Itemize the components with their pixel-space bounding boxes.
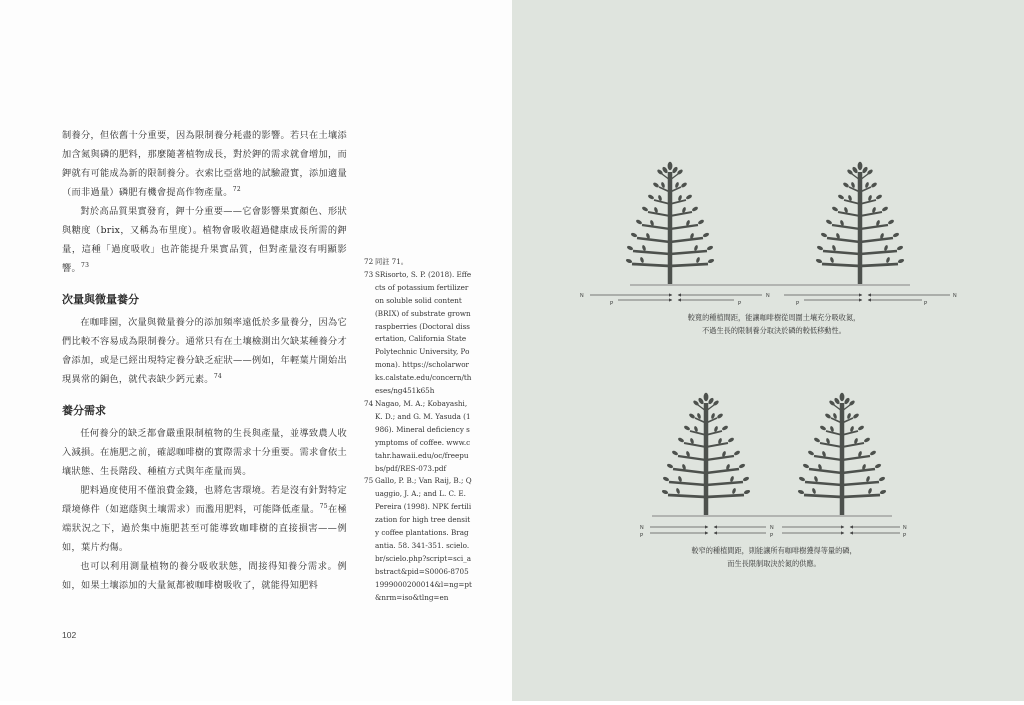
- caption-line: 而生長限制取決於氮的供應。: [727, 559, 821, 568]
- nitrogen-label: N: [580, 293, 584, 299]
- footnote: 75 Gallo, P. B.; Van Raij, B.; Quaggio, J. A.; and L. C. E. Pereira (1998). NPK fertilization for high tree density coffee plantations. Bragantia. 58. 341-351. scielo.br/scielo.php?script=sci_abstract&pid=S0006-87051999000200014&l=ng=pt&nrm=iso&tlng=en: [364, 476, 472, 602]
- nitrogen-label: N: [766, 293, 770, 299]
- footnotes: [364, 256, 472, 604]
- phosphorus-label: P: [610, 301, 614, 307]
- footnote: 72 同註 71。: [364, 257, 408, 266]
- paragraph: 對於高品質果實發育，鉀十分重要——它會影響果實顏色、形狀與糖度（brix，又稱為布里度）。植物會吸收超過健康成長所需的鉀量，這種「過度吸收」也許能提升果實品質，但對產量沒有明顯影響。$^{73}$: [62, 206, 347, 274]
- main-text-column: [62, 126, 347, 595]
- phosphorus-label: P: [903, 533, 907, 539]
- illustration: [512, 0, 1024, 701]
- left-page: [0, 0, 512, 701]
- phosphorus-label: P: [738, 301, 742, 307]
- page-background: [512, 0, 1024, 701]
- caption-line: 較窄的種植間距，則能讓所有咖啡樹獲得等量的磷，: [691, 546, 857, 555]
- phosphorus-label: P: [770, 533, 774, 539]
- caption-line: 較寬的種植間距，能讓咖啡樹從周圍土壤充分吸收氮，: [687, 313, 861, 322]
- footnote: 73 SRisorto, S. P. (2018). Effects of potassium fertilizer on soluble solid content (BRIX) of substrate grown raspberries (Doctoral dissertation, California State Polytechnic University, Pomona). https://scholarworks.calstate.edu/concern/theses/ng451k65h: [364, 269, 472, 396]
- phosphorus-label: P: [640, 533, 644, 539]
- phosphorus-label: P: [796, 301, 800, 307]
- paragraph: 制養分，但依舊十分重要，因為限制養分耗盡的影響。若只在土壤添加含氮與磷的肥料，那麼隨著植物成長，對於鉀的需求就會增加，而鉀就有可能成為新的限制養分。衣索比亞當地的試驗證實，添加適量（而非過量）磷肥有機會提高作物產量。$^{72}$: [62, 130, 347, 198]
- right-page: [512, 0, 1024, 701]
- section-heading: 次量與微量養分: [62, 293, 139, 306]
- figure-caption: [654, 544, 894, 570]
- footnote: 74 Nagao, M. A.; Kobayashi, K. D.; and G. M. Yasuda (1986). Mineral deficiency symptoms of coffee. www.ctahr.hawaii.edu/oc/freepubs/pdf/RES-073.pdf: [364, 398, 471, 473]
- nitrogen-label: N: [770, 525, 774, 531]
- nitrogen-label: N: [640, 525, 644, 531]
- caption-line: 不過生長的限制養分取決於磷的較低移動性。: [702, 326, 846, 335]
- figure-caption: [654, 311, 894, 337]
- phosphorus-label: P: [924, 301, 928, 307]
- paragraph: 肥料過度使用不僅浪費金錢，也將危害環境。若是沒有針對特定環境條件（如遮蔭與土壤需求）而濫用肥料，可能降低產量。$^{75}$在極端狀況之下，過於集中施肥甚至可能導致咖啡樹的直接損害——例如，葉片灼傷。: [62, 485, 347, 553]
- page-number: 102: [62, 630, 77, 640]
- nitrogen-label: N: [953, 293, 957, 299]
- paragraph: 任何養分的缺乏都會嚴重限制植物的生長與產量，並導致農人收入減損。在施肥之前，確認咖啡樹的實際需求十分重要。需求會依土壤狀態、生長階段、種植方式與年產量而異。: [62, 428, 347, 477]
- nitrogen-label: N: [903, 525, 907, 531]
- paragraph: 也可以利用測量植物的養分吸收狀態，間接得知養分需求。例如，如果土壤添加的大量氮都被咖啡樹吸收了，就能得知肥料: [62, 561, 347, 591]
- section-heading: 養分需求: [62, 404, 106, 417]
- paragraph: 在咖啡園，次量與微量養分的添加頻率遠低於多量養分，因為它們比較不容易成為限制養分。通常只有在土壤檢測出欠缺某種養分才會添加，或是已經出現特定養分缺乏症狀——例如，年輕葉片開始出現異常的銅色，就代表缺少鈣元素。$^{74}$: [62, 317, 347, 385]
- nitrogen-label: N: [770, 301, 774, 307]
